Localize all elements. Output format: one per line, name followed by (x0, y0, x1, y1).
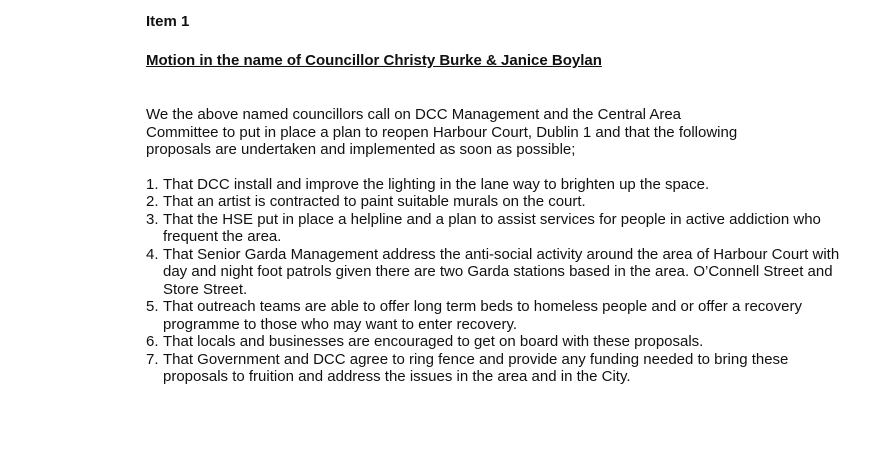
proposals-list (146, 176, 846, 386)
proposal-number: 2. (146, 193, 159, 210)
proposal-item (146, 298, 846, 333)
proposal-item (146, 351, 846, 386)
motion-title: Motion in the name of Councillor Christy Burke & Janice Boylan (146, 52, 602, 69)
proposal-number: 4. (146, 245, 159, 263)
proposal-text: That locals and businesses are encouraged to get on board with these proposals. (163, 333, 704, 350)
proposal-number: 5. (146, 298, 159, 315)
proposal-number: 1. (146, 175, 159, 193)
proposal-item (146, 333, 846, 351)
proposal-text: That DCC install and improve the lighting in the lane way to brighten up the space. (163, 175, 710, 193)
proposal-number: 6. (146, 333, 159, 350)
proposal-text: That the HSE put in place a helpline and a plan to assist services for people in active addiction who frequent the area. (163, 210, 821, 245)
proposal-item (146, 211, 846, 246)
document-page (146, 13, 846, 386)
proposal-item (146, 176, 846, 194)
proposal-text: That Senior Garda Management address the anti-social activity around the area of Harbour Court with day and night foot patrols given there are two Garda stations based in the area. O’Connell Street and Store Street. (163, 245, 840, 298)
proposal-text: That an artist is contracted to paint suitable murals on the court. (163, 193, 586, 210)
proposal-number: 7. (146, 350, 159, 368)
proposal-text: That outreach teams are able to offer long term beds to homeless people and or offer a recovery programme to those who may want to enter recovery. (163, 298, 802, 333)
intro-paragraph: We the above named councillors call on DCC Management and the Central Area Committee to put in place a plan to reopen Harbour Court, Dublin 1 and that the following proposals are undertaken and implemented as soon as possible; (146, 106, 738, 158)
proposal-item (146, 193, 846, 211)
proposal-number: 3. (146, 210, 159, 228)
proposal-text: That Government and DCC agree to ring fence and provide any funding needed to bring these proposals to fruition and address the issues in the area and in the City. (163, 350, 789, 385)
proposal-item (146, 246, 846, 299)
item-heading: Item 1 (146, 13, 190, 30)
